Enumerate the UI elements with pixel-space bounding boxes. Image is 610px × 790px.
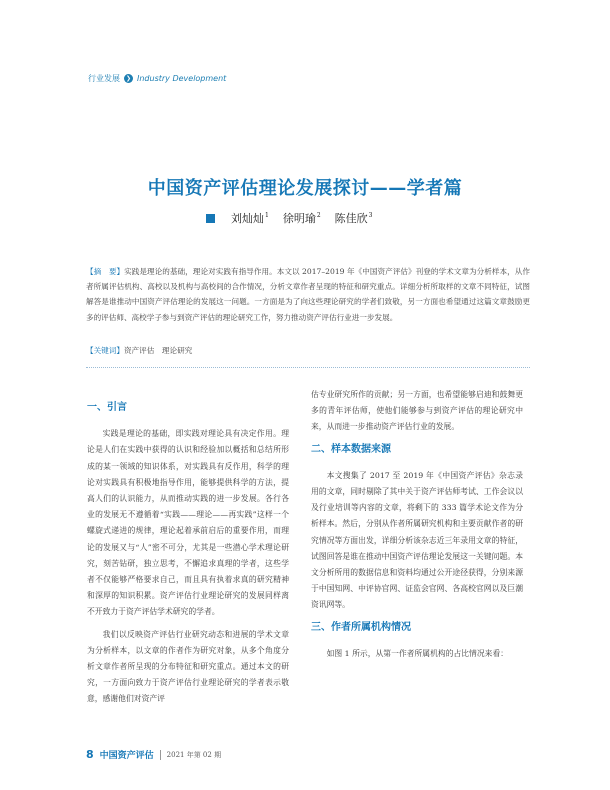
left-column [87, 400, 289, 714]
section-name-en: Industry Development [137, 74, 227, 83]
author-affiliation: 3 [368, 212, 373, 220]
keywords-text: 资产评估 理论研究 [123, 346, 193, 355]
section-heading-author-institutions: 三、作者所属机构情况 [311, 621, 411, 633]
square-bullet-icon [206, 214, 215, 223]
section-name-cn: 行业发展 [88, 74, 120, 83]
chevron-right-icon: ❯ [125, 75, 132, 82]
author [283, 210, 321, 226]
issue-label: 2021 年第 02 期 [166, 750, 222, 759]
footer-separator [160, 750, 161, 760]
paragraph: 我们以反映资产评估行业研究动态和进展的学术文章为分析样本，以文章的作者作为研究对象，从多个角度分析文章作者所呈现的分布特征和研究重点。通过本文的研究，一方面向致力于资产评估行业理论研究的学者表示敬意，感谢他们对资产评 [87, 629, 289, 704]
author-name: 陈佳欣 [334, 212, 368, 225]
section-tag [88, 73, 226, 84]
page-footer [86, 748, 221, 761]
article-title: 中国资产评估理论发展探讨——学者篇 [147, 178, 463, 199]
keywords-label: 【关键词】 [86, 346, 124, 355]
divider [86, 367, 530, 368]
paragraph: 本文搜集了 2017 至 2019 年《中国资产评估》杂志录用的文章，同时剔除了其中关于资产评估师考试、工作会议以及行业培训等内容的文章，将剩下的 333 篇学术论文作为分析样本。然后，分别从作者所属研究机构和主要贡献作者的研究情况等方面出发，详细分析该杂志近三年录用文章的特征，试图回答是谁在推动中国资产评估理论发展这一关键问题。本文分析所用的数据信息和资料均通过公开途径获得，分别来源于中国知网、中评协官网、证监会官网、各高校官网以及巨潮资讯网等。 [311, 470, 523, 610]
author-name: 刘灿灿 [231, 212, 264, 225]
section-heading-sample-data: 二、样本数据来源 [311, 443, 391, 455]
author-line [206, 210, 372, 226]
author-affiliation: 1 [265, 212, 269, 220]
keywords [86, 345, 192, 356]
page-number: 8 [86, 748, 94, 761]
journal-name: 中国资产评估 [99, 751, 154, 761]
author-name: 徐明瑜 [282, 212, 316, 225]
section-heading-introduction: 一、引言 [87, 402, 127, 413]
abstract [86, 264, 530, 325]
abstract-label: 【摘 要】 [86, 267, 125, 276]
abstract-text: 实践是理论的基础，理论对实践有指导作用。本文以 2017–2019 年《中国资产评估》刊登的学术文章为分析样本，从作者所属评估机构、高校以及机构与高校间的合作情况，分析文章作者呈现的特征和研究重点。详细分析所取样的文章不同特征，试图解答是谁推动中国资产评估理论的发展这一问题。一方面是为了向这些理论研究的学者们致敬，另一方面也希望通过这篇文章鼓励更多的评估师、高校学子参与到资产评估的理论研究工作，努力推动资产评估行业进一步发展。 [86, 267, 531, 322]
paragraph: 实践是理论的基础，即实践对理论具有决定作用。理论是人们在实践中获得的认识和经验加以概括和总结所形成的某一领域的知识体系，对实践具有反作用，科学的理论对实践具有积极地指导作用，能够提供科学的方法，提高人们的认识能力，从而推动实践的进一步发展。各行各业的发展无不遵循着“实践——理论——再实践”这样一个螺旋式递进的规律，理论起着承前启后的重要作用，而理论的发展又与“人”密不可分，尤其是一些潜心学术理论研究，刻苦钻研，独立思考，不懈追求真理的学者，这些学者不仅能够严格要求自己，而且具有执着求真的研究精神和深厚的知识积累。资产评估行业理论研究的发展同样离不开致力于资产评估学术研究的学者。 [87, 429, 289, 617]
paragraph: 如图 1 所示，从第一作者所属机构的占比情况来看： [326, 648, 509, 658]
author [231, 210, 269, 226]
author [335, 210, 373, 226]
paragraph: 估专业研究所作的贡献；另一方面，也希望能够启迪和鼓舞更多的青年评估师，使他们能够参与到资产评估的理论研究中来，从而进一步推动资产评估行业的发展。 [311, 390, 523, 432]
right-column [311, 387, 523, 668]
author-affiliation: 2 [316, 212, 321, 220]
